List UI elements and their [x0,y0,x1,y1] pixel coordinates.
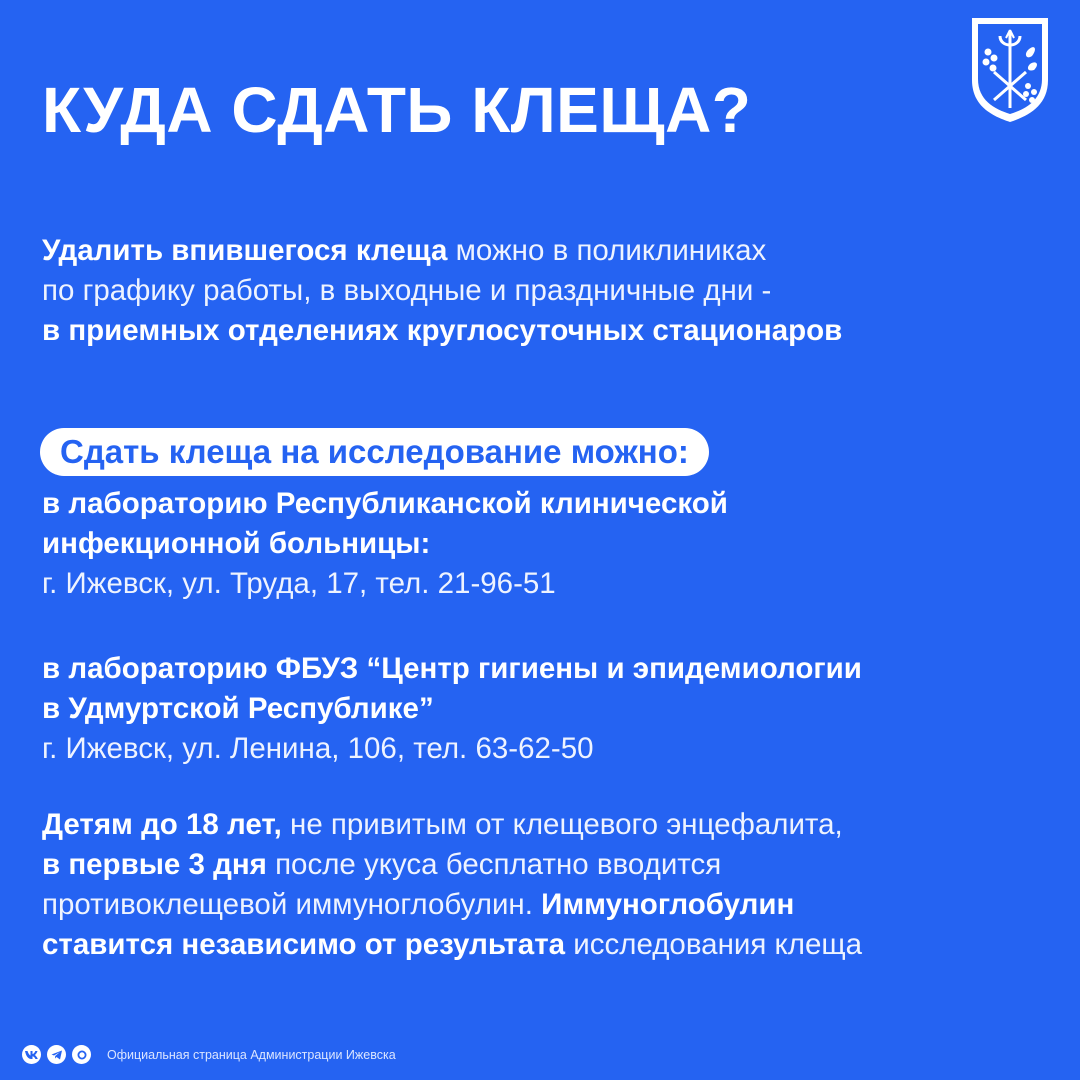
footer-text: Официальная страница Администрации Ижевска [107,1047,396,1062]
children-text-2: после укуса бесплатно вводится [266,848,722,881]
children-paragraph [42,805,862,965]
intro-bold-1: Удалить впившегося клеща [42,234,448,267]
children-bold-3: Иммуноглобулин [541,888,795,921]
children-text-4: исследования клеща [565,928,863,961]
intro-line-2: по графику работы, в выходные и праздничные дни - [42,274,772,307]
children-bold-4: ставится независимо от результата [42,928,566,961]
lab-1-name-line-1: в лабораторию Республиканской клинической [42,487,728,520]
intro-text-1: можно в поликлиниках [447,234,767,267]
children-bold-1: Детям до 18 лет, [42,808,282,841]
intro-bold-3: в приемных отделениях круглосуточных стационаров [42,314,843,347]
lab-2-block [42,649,862,769]
footer [22,1045,396,1064]
lab-1-block [42,484,728,604]
lab-1-name-line-2: инфекционной больницы: [42,527,431,560]
lab-2-address: г. Ижевск, ул. Ленина, 106, тел. 63-62-50 [42,732,594,765]
children-text-1: не привитым от клещевого энцефалита, [281,808,843,841]
children-bold-2: в первые 3 дня [42,848,267,881]
lab-2-name-line-1: в лабораторию ФБУЗ “Центр гигиены и эпидемиологии [42,652,862,685]
children-text-3: противоклещевой иммуноглобулин. [42,888,542,921]
section-pill-label: Сдать клеща на исследование можно: [40,428,709,476]
vk-icon[interactable] [22,1045,41,1064]
city-emblem-icon [968,14,1052,124]
intro-paragraph [42,231,842,351]
lab-2-name-line-2: в Удмуртской Республике” [42,692,434,725]
page-title: КУДА СДАТЬ КЛЕЩА? [42,74,752,146]
lab-1-address: г. Ижевск, ул. Труда, 17, тел. 21-96-51 [42,567,556,600]
ok-icon[interactable] [72,1045,91,1064]
telegram-icon[interactable] [47,1045,66,1064]
